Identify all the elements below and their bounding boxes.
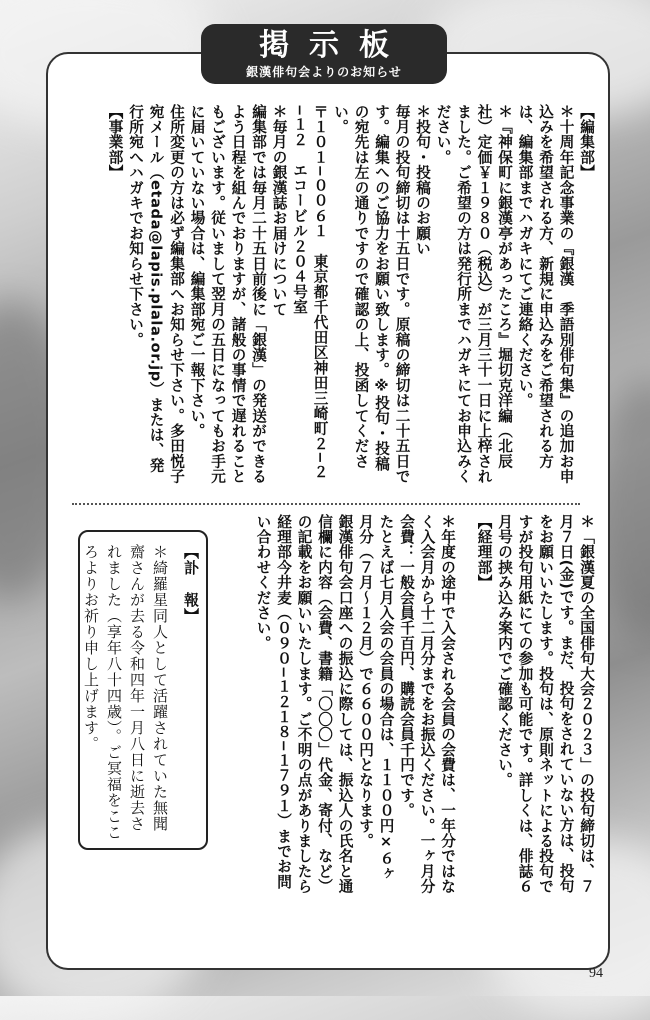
editorial-item: ＊投句・投稿のお願い: [414, 104, 431, 256]
page-title: 掲示板: [259, 28, 409, 63]
editorial-heading: 【編集部】: [578, 104, 595, 180]
bulletin-header: [201, 24, 447, 84]
obituary-text: ＊綺羅星同人として活躍されていた無聞齋さんが去る令和四年一月八日に逝去されました（享年八十四歳）。ご冥福をこころよりお祈り申し上げます。: [82, 544, 169, 841]
obituary-heading: 【訃 報】: [182, 544, 200, 624]
accounting-heading: 【経理部】: [475, 514, 493, 590]
business-heading: 【事業部】: [106, 104, 124, 180]
page-number: 94: [589, 966, 603, 981]
editorial-item: 住所変更の方は必ず編集部へお知らせ下さい。多田悦子宛メール（etada@lapis.plala.or.jp）または、発行所宛へハガキでお知らせ下さい。: [127, 104, 185, 484]
editorial-item: 編集部では毎月二十五日前後に「銀漢」の発送ができるよう日程を組んでおりますが、諸般の事情で遅れることもございます。従いまして翌月の五日になってもお手元に届いていない場合は、編集部宛ご一報下さい。: [188, 104, 267, 484]
obituary: [82, 544, 202, 842]
notice-item: ＊「銀漢夏の全国俳句大会２０２３」の投句締切は、７月７日(金)です。まだ、投句をされていない方は、投句をお願いいたします。投句は、原則ネットによる投句ですが投句用紙にての参加も可能です。詳しくは、俳誌６月号の挟み込み案内でご確認ください。: [496, 514, 595, 894]
accounting-item: ＊年度の途中で入会される会員の会費は、一年分ではなく入会月から十二月分までをお振込ください。一ヶ月分会費：一般会員千百円、購読会員千円です。: [398, 514, 456, 894]
editorial-section: [60, 104, 596, 484]
editorial-item: ＊十周年記念事業の『銀漢 季語別俳句集』の追加お申込みを希望される方、新規に申込みをご希望される方は、編集部までハガキにてご連絡ください。: [516, 104, 575, 484]
editorial-item: 毎月の投句締切は十五日です。原稿の締切は二十五日です。編集へのご協力をお願い致します。※投句・投稿の宛先は左の通りですので確認の上、投函してください。: [332, 104, 411, 484]
accounting-item: たとえば七月入会の会員の場合は、１１００円×６ヶ月分（７月〜１２月）で６６００円となります。: [357, 514, 395, 882]
section-divider: [72, 503, 580, 505]
obituary-box: [78, 530, 208, 850]
accounting-item: 銀漢俳句会口座への振込に際しては、振込人の氏名と通信欄に内容（会費、書籍「〇〇〇」代金、寄付、など）の記載をお願いいたします。ご不明の点がありましたら経理部今井麦（０９０−１２１８−１７９１）までお問い合わせください。: [254, 514, 354, 894]
page-subtitle: 銀漢俳句会よりのお知らせ: [246, 65, 402, 79]
lower-notices: [226, 514, 596, 894]
editorial-address: 〒１０１−００６１ 東京都千代田区神田三崎町２−２−１２ エコービル２０４号室: [291, 104, 329, 480]
editorial-item: ＊毎月の銀漢誌お届けについて: [270, 104, 288, 317]
editorial-item: ＊『神保町に銀漢亭があったころ』堀切克洋編（北辰社）定価￥１９８０（税込）が三月三十一日に上梓されました。ご希望の方は発行所までハガキにてお申込みください。: [434, 104, 513, 484]
